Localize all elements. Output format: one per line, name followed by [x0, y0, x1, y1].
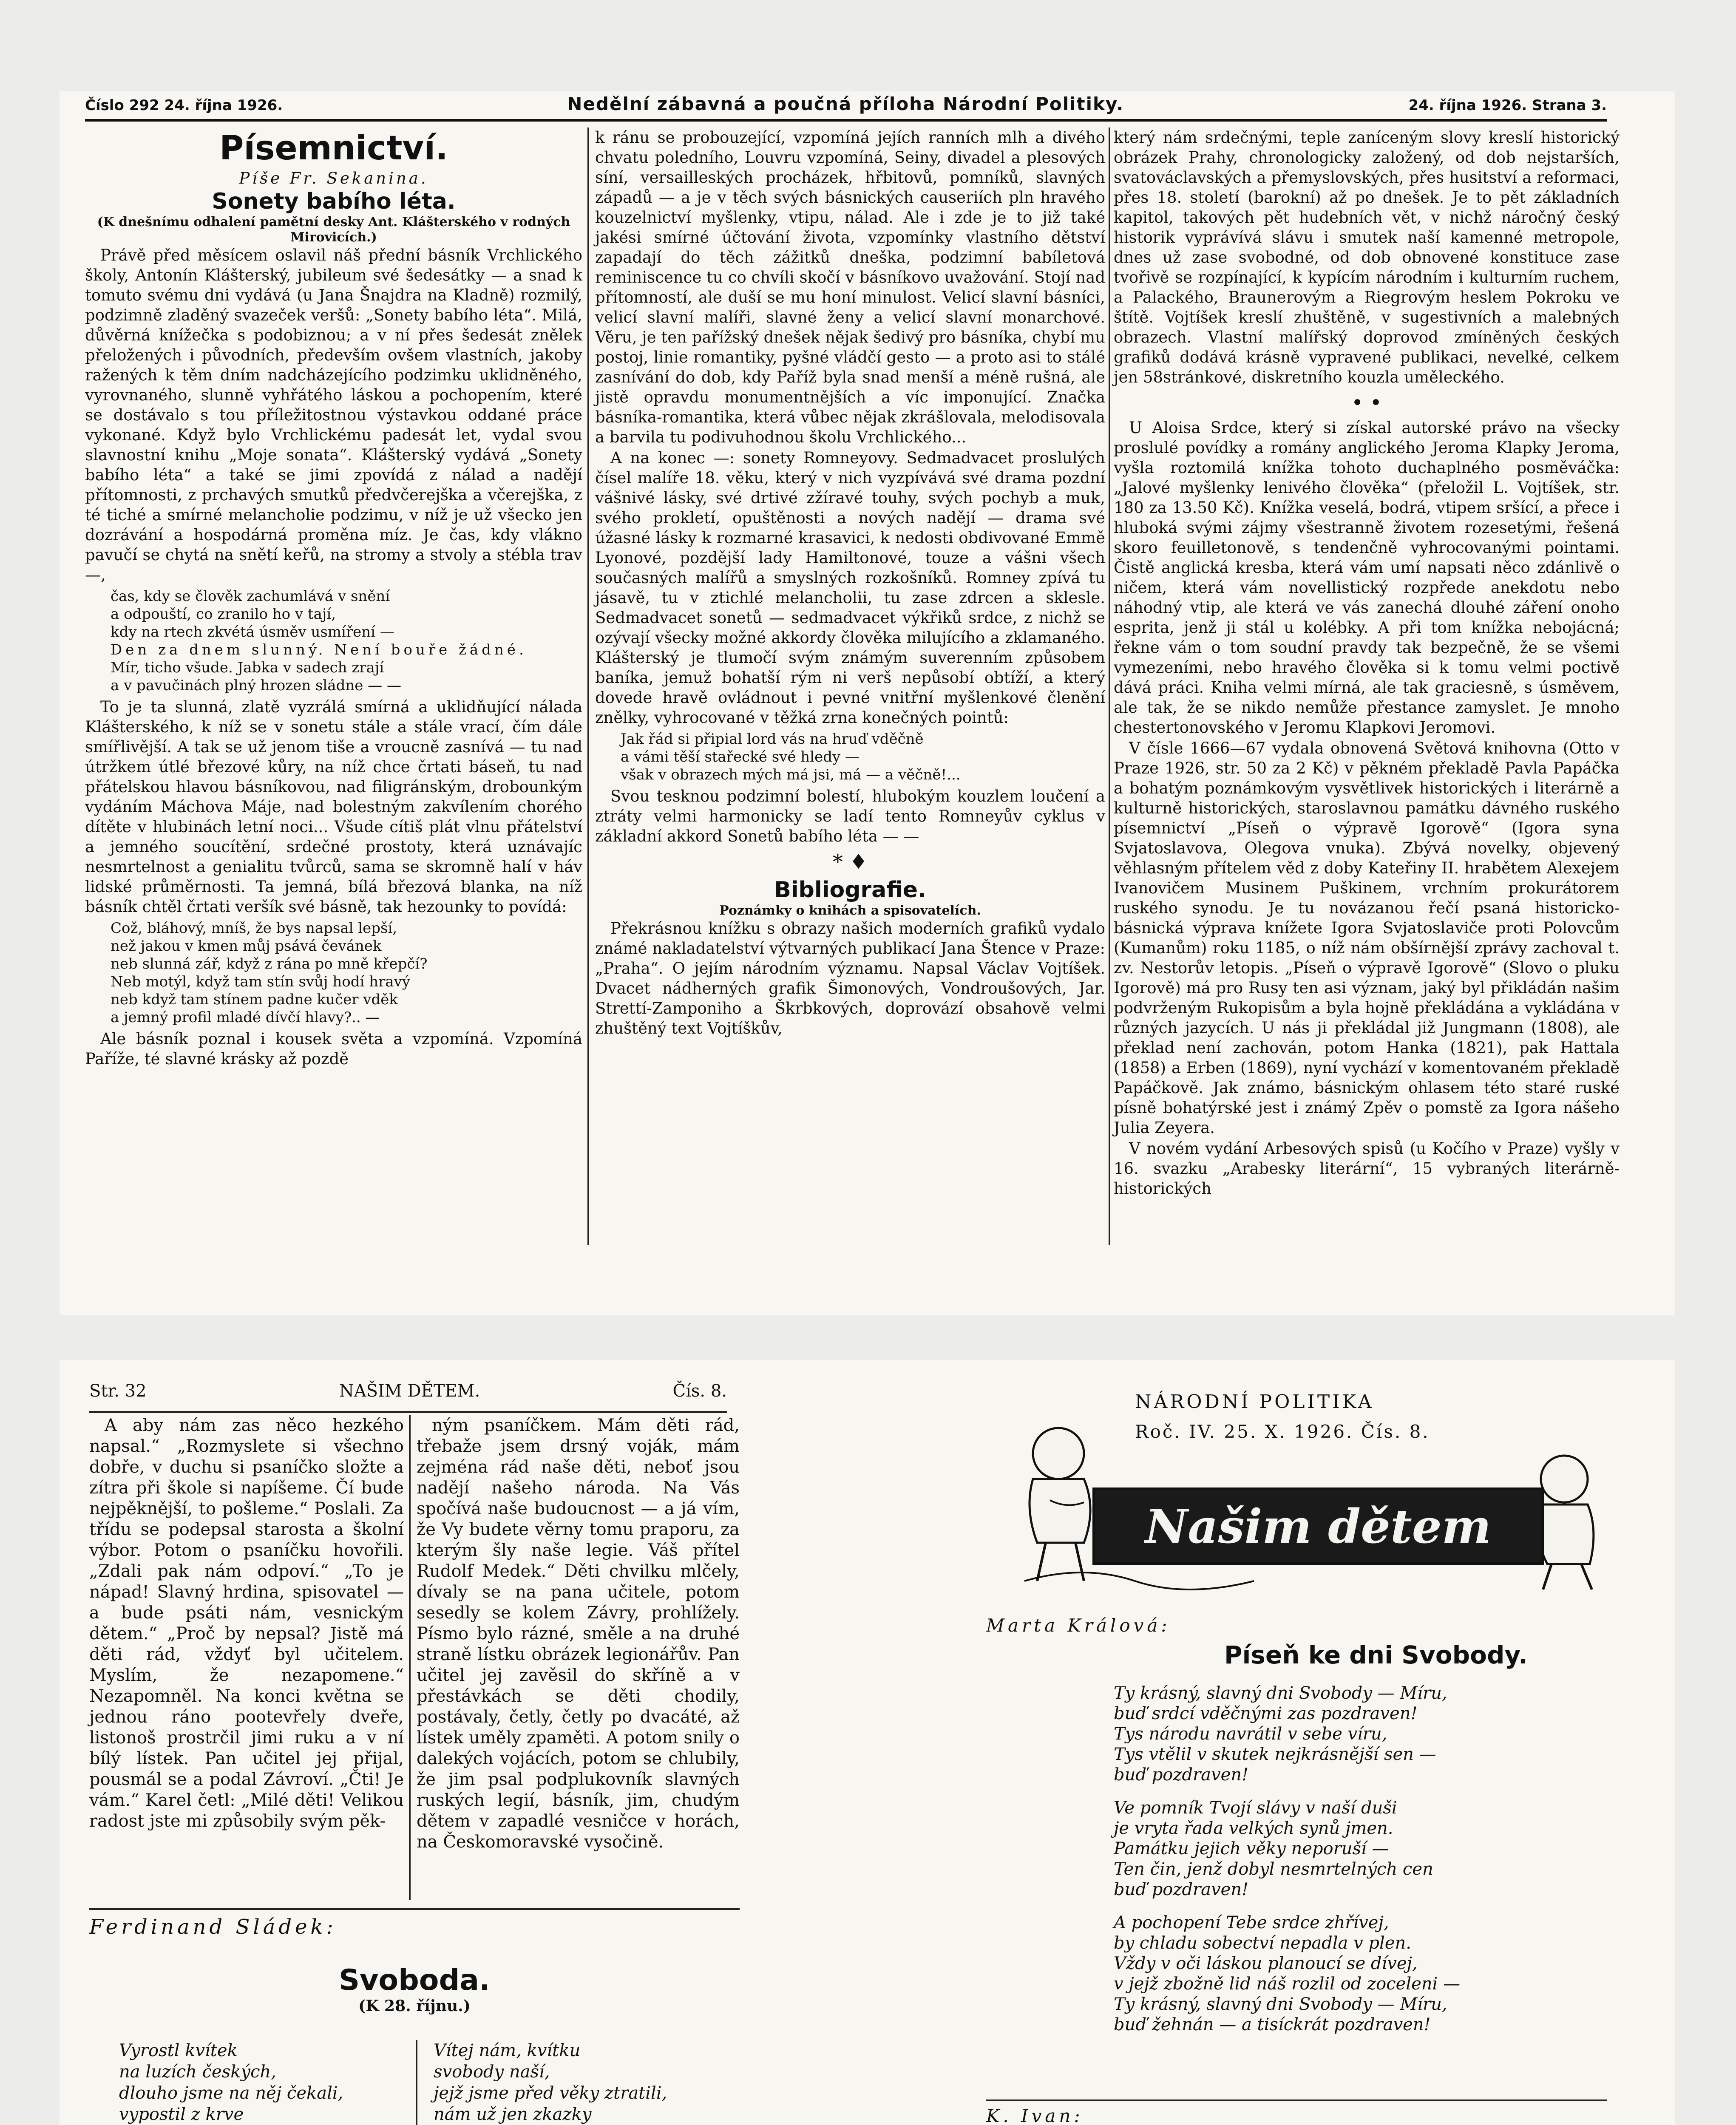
stanza — [1114, 1912, 1581, 2035]
verse-line: buď srdcí vděčnými zas pozdraven! — [1114, 1704, 1418, 1723]
verse-line: na luzích českých, — [119, 2062, 276, 2082]
verse-line: neb slunná zář, když z rána po mně křepčí? — [111, 955, 428, 972]
article-author: Píše Fr. Sekanina. — [239, 169, 428, 187]
paragraph: A na konec —: sonety Romneyovy. Sedmadvacet proslulých čísel malíře 18. věku, který v nich vyzpívává své drama pozdní vášnivé lásky, své drtivé zžíravé touhy, svých pochyb a muk, svého prokletí, opuštěnosti a nových nadějí — drama své úžasné lásky k rozmarné krasavici, k nedosti obdivované Emmě Lyonové, pozdější lady Hamiltonové, touze a vášni všech současných malířů a smyslných rozkošníků. Romney zpívá tu jásavě, tu v ztichlé melancholii, tu zase zdrcen a sklesle. Sedmadvacet sonetů — sedmadvacet výkřiků srdce, z nichž se ozývají všecky možné akkordy člověka milujícího a zklamaného. Klášterský je tlumočí svým známým suverenním způsobem baníka, jemuž bohatší rým ni verš nepůsobí obtíží, a který dovede hravě ovládnout i pevné vnitřní myšlenkové členění znělky, vyhrocované v těžká zrna konečných pointů: — [595, 449, 1105, 727]
story-author: K. Ivan: — [986, 2100, 1607, 2125]
verse-line: vypostil z krve — [119, 2105, 244, 2124]
kids-header — [89, 1381, 727, 1413]
paragraph: To je ta slunná, zlatě vyzrálá smírná a uklidňující nálada Klášterského, k níž se v sonetu stále a stále vrací, čím dále smířlivější. A tak se už jenom tiše a vroucně zasnívá — tu nad útržkem útlé březové kůry, na níž chce črtati báseň, tu nad přátelskou hlavou básníkovou, nad filigránským, drobounkým vydáním Máchova Máje, nad bolestným zakvílením chorého dítěte v hlubinách letní noci... Všude cítiš plát vlnu přátelství a jemného soucítění, srdečné prostoty, která uznávajíc nesmrtelnost a genialitu tvůrců, sama se skromně halí v háv lidské průměrnosti. Ta jemná, bílá březová blanka, na níž básník chtěl črtati veršík své básně, tak hezounky to povídá: — [85, 698, 582, 916]
page-header — [85, 94, 1607, 122]
verse-line: A pochopení Tebe srdce zhřívej, — [1114, 1913, 1389, 1932]
verse-line: Vyrostl kvítek — [119, 2041, 238, 2060]
verse-block — [621, 730, 1105, 784]
verse-line: Neb motýl, když tam stín svůj hodí hravý — [111, 973, 411, 990]
paragraph: A aby nám zas něco hezkého napsal.“ „Rozmyslete si všechno dobře, v duchu si psaníčko složte a zítra při škole si napíšeme. Čí bude nejpěknější, to pošleme.“ Poslali. Za třídu se podepsal starosta a školní výbor. Potom o psaníčku hovořili. „Zdali pak nám odpoví.“ „To je nápad! Slavný hrdina, spisovatel — a bude psáti nám, vesnickým dětem.“ „Proč by nepsal? Jistě má děti rád, vždyť byl učitelem. Myslím, že nezapomene.“ Nezapomněl. Na konci května se jednou ráno pootevřely dveře, listonoš prostrčil jimi ruku a v ní bílý lístek. Pan učitel jej přijal, pousmál se a podal Závroví. „Čti! Je vám.“ Karel četl: „Milé děti! Velikou radost jste mi způsobily svým pěk- — [89, 1416, 404, 1831]
verse-line: Což, bláhový, mníš, že bys napsal lepší, — [111, 920, 397, 937]
kids-page-number: Str. 32 — [89, 1381, 147, 1401]
article-subtitle: (K dnešnímu odhalení pamětní desky Ant. Klášterského v rodných Mirovicích.) — [97, 215, 570, 245]
poem-date: (K 28. říjnu.) — [358, 1997, 471, 2015]
verse-block — [111, 587, 582, 694]
verse-line: svobody naší, — [434, 2062, 550, 2082]
kids-title: NAŠIM DĚTEM. — [339, 1381, 480, 1401]
kids-column-2 — [417, 1415, 740, 1854]
paragraph: Překrásnou knížku s obrazy našich moderních grafiků vydalo známé nakladatelství výtvarných publikací Jana Štence v Praze: „Praha“. O jejím národním významu. Napsal Václav Vojtíšek. Dvacet nádherných grafik Šimonových, Vondroušových, Jar. Strettí-Zamponiho a Škrbkových, doprovází obsahově velmi zhuštěný text Vojtíškův, — [595, 919, 1105, 1037]
column-3 — [1114, 128, 1620, 1199]
verse-line: nám už jen zkazky — [434, 2105, 592, 2124]
column-1 — [85, 128, 582, 1070]
paragraph: k ránu se probouzející, vzpomíná jejích ranních mlh a divého chvatu poledního, Louvru vzpomíná, Seiny, divadel a plesových síní, versailleských procházek, hřbitovů, pomníků, slavných západů — a je v těch svých básnických causeriích pln hravého kouzelnictví myšlenky, vtipu, nálad. Ale i zde je to již také jakési smírné účtování života, vzpomínky vlastního dětství zapadají do těch zážitků dneška, podzimní babíletová reminiscence tu co chvíli skočí v básníkovo uvažování. Stojí nad přítomností, ale duší se mu honí minulost. Velicí slavní básníci, velicí slavní malíři, slavné ženy a velicí slavní monarchové. Věru, je ten pařížský dnešek nějak šedivý pro básníka, chybí mu postoj, linie romantiky, pyšné vládčí gesto — a proto asi to stálé zasnívání do dob, kdy Paříž byla snad menší a méně rušná, ale jistě opravdu monumentnějších a víc imponující. Značka básníka-romantika, která vůbec nějak zkrášlovala, melodisovala a barvila tu podivuhodnou školu Vrchlického... — [595, 128, 1105, 446]
verse-line: jejž jsme před věky ztratili, — [434, 2083, 667, 2103]
verse-line: v jejž zbožně lid náš rozlil od zoceleni — — [1114, 1974, 1461, 1994]
poem-title: Svoboda. — [339, 1964, 490, 1997]
verse-line: a jemný profil mladé dívčí hlavy?.. — — [111, 1009, 380, 1026]
paragraph: V novém vydání Arbesových spisů (u Kočího v Praze) vyšly v 16. svazku „Arabesky literární“, 15 vybraných literárně-historických — [1114, 1139, 1620, 1198]
verse-line: buď žehnán — a tisíckrát pozdraven! — [1114, 2015, 1431, 2034]
asterism-ornament: * ♦ — [832, 850, 868, 874]
verse-line: Ve pomník Tvojí slávy v naší duši — [1114, 1798, 1397, 1818]
verse-block — [111, 919, 582, 1026]
article-title: Sonety babího léta. — [212, 189, 456, 214]
verse-line: než jakou v kmen můj psává čevánek — [111, 938, 382, 955]
kids-column-1 — [89, 1415, 404, 1833]
verse-line: je vryta řada velkých synů jmen. — [1114, 1819, 1393, 1838]
paragraph: Ale básník poznal i kousek světa a vzpomíná. Vzpomíná Paříže, té slavné krásky až pozdě — [85, 1030, 582, 1068]
verse-line: Mír, ticho všude. Jabka v sadech zrají — [111, 659, 384, 676]
poem-stanzas — [1114, 1683, 1581, 2048]
poem-title: Píseň ke dni Svobody. — [1224, 1640, 1528, 1669]
paragraph: ným psaníčkem. Mám děti rád, třebaže jsem drsný voják, mám zejména rád naše děti, neboť jsou nadějí našeho národa. Na Vás spočívá naše budoucnost — a já vím, že Vy budete věrny tomu praporu, za kterým šly naše legie. Váš přítel Rudolf Medek.“ Děti chvilku mlčely, dívaly se na pana učitele, potom sesedly se kolem Závry, prohlížely. Písmo bylo rázné, směle a na druhé straně lístku obrázek legionářův. Pan učitel jej zavěsil do skříně a v přestávkách se děti chodily, postávaly, četly, četly po dvacáté, až lístek uměly zpaměti. A potom snily o dalekých vojácích, potom se chlubily, že jim psal podplukovník slavných ruských legií, básník, jim, chudým dětem v zapadlé vesničce v horách, na Českomoravské vysočině. — [417, 1416, 740, 1852]
verse-line: však v obrazech mých má jsi, má — a věčně!... — [621, 766, 961, 783]
column-2 — [595, 128, 1105, 1039]
header-title: Nedělní zábavná a poučná příloha Národní Politiky. — [567, 94, 1124, 114]
kids-logo — [999, 1402, 1607, 1598]
verse-line: by chladu sobectví nepadla v plen. — [1114, 1933, 1411, 1953]
verse-line: Tys vtělil v skutek nejkrásnější sen — — [1114, 1745, 1436, 1764]
asterism-ornament: • • — [1351, 391, 1382, 415]
column-rule — [416, 2040, 417, 2125]
verse-line: a vámi těší stařecké své hledy — — [621, 748, 859, 765]
verse-line: Tys národu navrátil v sebe víru, — [1114, 1724, 1387, 1744]
issue-line: Roč. IV. 25. X. 1926. Čís. 8. — [1135, 1421, 1430, 1442]
stanza — [1114, 1798, 1581, 1900]
header-page: 24. října 1926. Strana 3. — [1408, 97, 1607, 114]
verse-line: Ten čin, jenž dobyl nesmrtelných cen — [1114, 1859, 1433, 1879]
header-issue: Číslo 292 24. října 1926. — [85, 97, 283, 114]
paragraph: U Aloisa Srdce, který si získal autorské právo na všecky proslulé povídky a romány anglického Jeroma Klapky Jeroma, vyšla roztomilá knížka tohoto duchaplného posměváčka: „Jalové myšlenky lenivého člověka“ (přeložil L. Vojtíšek, str. 180 za 13.50 Kč). Knížka veselá, bodrá, vtipem sršící, a přece i hluboká svými zájmy všestranně životem rozesetými, řešená skoro feuilletonově, s tendenčně vyhrocovanými pointami. Čistě anglická kresba, která vám umí napsati něco zdánlivě o ničem, která vám novellistický rozpřede anekdotu nebo náhodný vtip, ale která ve vás zanechá dlouhé záření onoho esprita, jenž ji stál u kolébky. A při tom knížka nebojácná; řekne vám o tom soudní pravdy tak bezpečně, že se všemi vymezeními, nebo hravého člověka si k tomu velmi poctivě dává práci. Kniha velmi mírná, ale tak graciesně, s úsměvem, ale tak, že se nikdo nemůže přestance zamyslet. Je mnoho chestertonovského v Jeromu Klapkovi Jeromovi. — [1114, 419, 1620, 737]
verse-line: Ty krásný, slavný dni Svobody — Míru, — [1114, 1995, 1447, 2014]
kids-banner: Našim dětem — [1092, 1488, 1544, 1565]
verse-line: kdy na rtech zkvétá úsměv usmíření — — [111, 623, 394, 640]
poem-right-column — [434, 2040, 731, 2125]
rubric-pismenictvi: Písemnictví. — [219, 129, 448, 167]
paragraph: V čísle 1666—67 vydala obnovená Světová knihovna (Otto v Praze 1926, str. 50 za 2 Kč) v pěkném překladě Pavla Papáčka a bohatým poznámkovým vysvětlivek historických i literárně a kulturně historických, staroslavnou památku dávného ruského písemnictví „Píseň o výpravě Igorově“ (Igora syna Svjatoslavova, Olegova vnuka). Zbývá novelky, objevený věhlasným přítelem věd z doby Kateřiny II. hrabětem Alexejem Ivanovičem Musinem Puškinem, vrchním prokurátorem ruského synodu. Je tu novázanou řečí psaná historicko-básnická výprava knížete Igora Svjatoslaviče proti Polovcům (Kumanům) roku 1185, o níž nám obšírnější zprávy zachoval t. zv. Nestorův letopis. „Píseň o výpravě Igorově“ (Slovo o pluku Igorově) má pro Rusy ten asi význam, jaký byl přikládán našim podvrženým Rukopisům a byla hojně překládána a vykládána v různých jazycích. U nás ji překládal již Jungmann (1808), ale překlad není zachován, potom Hanka (1821), pak Hattala (1858) a Erben (1869), nyní vychází v komentovaném překladě Papáčkově. Jak známo, básnickým ohlasem této staré ruské písně bohatýrské jest i známý Zpěv o pomstě za Igora nášeho Julia Zeyera. — [1114, 739, 1620, 1137]
column-rule — [1109, 128, 1110, 1245]
verse-line: buď pozdraven! — [1114, 1880, 1249, 1899]
paragraph: Svou tesknou podzimní bolestí, hlubokým kouzlem loučení a ztráty velmi harmonicky se ladí tento Romneyův cyklus v základní akkord Sonetů babího léta — — — [595, 787, 1105, 845]
verse-line: a odpouští, co zranilo ho v tají, — [111, 606, 336, 623]
verse-line: Vítej nám, kvítku — [434, 2041, 581, 2060]
verse-line: Ty krásný, slavný dni Svobody — Míru, — [1114, 1683, 1447, 1703]
verse-line: buď pozdraven! — [1114, 1765, 1249, 1785]
verse-line: Den za dnem slunný. Není bouře žádné. — [111, 641, 527, 658]
verse-line: neb když tam stínem padne kučer vděk — [111, 991, 398, 1008]
verse-line: Památku jejich věky neporuší — — [1114, 1839, 1389, 1859]
verse-line: Jak řád si připial lord vás na hruď vděčně — [621, 731, 924, 748]
kids-issue: Čís. 8. — [672, 1381, 727, 1401]
rubric-subtitle: Poznámky o knihách a spisovatelích. — [719, 903, 981, 918]
verse-line: Vždy v oči láskou planoucí se dívej, — [1114, 1954, 1418, 1973]
rubric-bibliografie: Bibliografie. — [774, 877, 926, 903]
verse-line: čas, kdy se člověk zachumlává v snění — [111, 588, 390, 605]
paragraph: který nám srdečnými, teple zaníceným slovy kreslí historický obrázek Prahy, chronologicky založený, od dob nejstarších, svatováclavských a přemyslovských, přes husitství a reformaci, přes 18. století (barokní) až po dnešek. Je to pět základních kapitol, takových pět hudebních vět, v nichž náročný český historik vyprávívá slávu i smutek naší kamenné metropole, dnes už zase svobodné, od dob obnovené konstituce zase tvořivě se rozpínající, k kypícím národním i kulturním ruchem, a Palackého, Braunerovým a Riegrovým heslem Pokroku ve štítě. Vojtíšek kreslí zhuštěně, v sugestivních a malebných obrazech. Vlastní malířský doprovod zmíněných českých grafiků dodává krásně vypravené publikaci, nevelké, celkem jen 58stránkové, diskretního kouzla uměleckého. — [1114, 128, 1620, 386]
poem-author: Ferdinand Sládek: — [89, 1908, 740, 1939]
poem-author: Marta Králová: — [986, 1615, 1171, 1636]
poem-title-block — [89, 1964, 740, 2015]
masthead: NÁRODNÍ POLITIKA — [1135, 1391, 1374, 1413]
paragraph: Právě před měsícem oslavil náš přední básník Vrchlického školy, Antonín Klášterský, jubileum své šedesátky — a snad k tomuto svému dni vydává (u Jana Šnajdra na Kladně) rozmilý, podzimně zladěný svazeček veršů: „Sonety babího léta“. Milá, důvěrná knížečka s podobiznou; a v ní přes šedesát znělek přeložených i původních, především ovšem vlastních, jakoby ražených k těm dním nadcházejícího podzimku uklidněného, vyrovnaného, slunně vyhřátého láskou a pochopením, které se dostávalo s tou příležitostnou výstavkou oddané práce vykonané. Když bylo Vrchlickému padesát let, vydal svou slavnostní knihu „Moje sonata“. Klášterský vydává „Sonety babího léta“ a také se jimi zpovídá z nálad a nadějí přítomnosti, z prchavých smutků předvčerejška a včerejška, z té tiché a smírné melancholie podzimu, v níž je už všecko jen dozrávání a hospodárná proměna míz. Je čas, kdy vlákno pavučí se chytá na snětí keřů, na stromy a stvoly a stébla trav —, — [85, 246, 582, 584]
poem-left-column — [119, 2040, 400, 2125]
column-rule — [587, 128, 589, 1245]
verse-line: dlouho jsme na něj čekali, — [119, 2083, 343, 2103]
column-rule — [409, 1415, 411, 1900]
stanza — [1114, 1683, 1581, 1785]
verse-line: a v pavučinách plný hrozen sládne — — — [111, 677, 401, 694]
